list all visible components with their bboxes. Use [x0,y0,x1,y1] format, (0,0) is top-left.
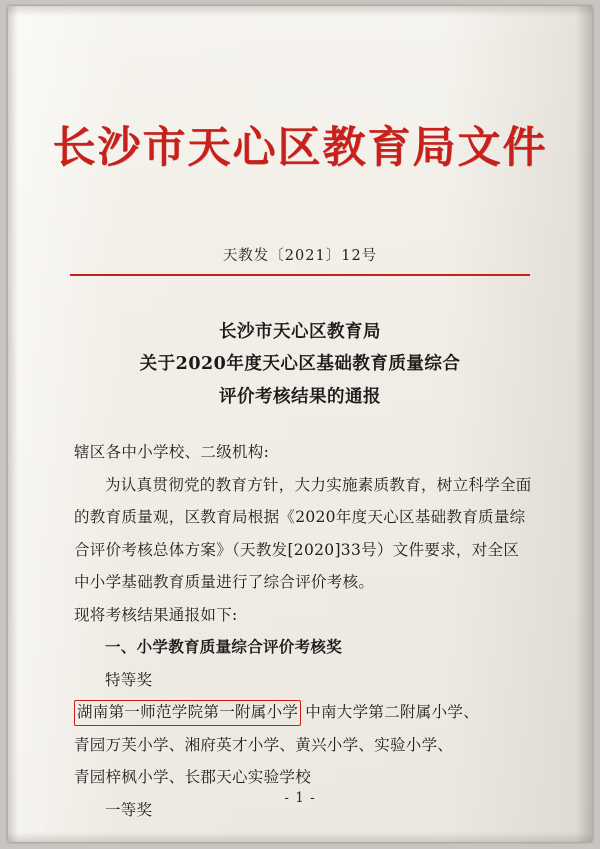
document-title-line-2: 关于2020年度天心区基础教育质量综合 [139,354,461,375]
page-number: - 1 - [284,790,316,806]
salutation: 辖区各中小学校、二级机构: [74,443,270,461]
award-list-line-3: 青园梓枫小学、长郡天心实验学校 [74,768,312,787]
award-label-special: 特等奖 [105,670,153,689]
award-label-first: 一等奖 [105,801,153,820]
award-list-line-1: 中南大学第二附属小学、 [305,703,480,722]
document-number: 天教发〔2021〕12号 [222,248,378,264]
document-body [74,436,534,827]
highlighted-school-row [74,696,534,729]
document-title-line-3: 评价考核结果的通报 [219,386,381,407]
red-divider-rule [70,274,530,276]
body-paragraph-2: 现将考核结果通报如下: [74,605,238,624]
document-masthead [8,124,592,173]
document-page [8,6,592,842]
masthead-title: 长沙市天心区教育局文件 [52,123,548,173]
document-title-block [78,316,522,413]
section-heading: 一、小学教育质量综合评价考核奖 [105,637,343,657]
document-title-line-1: 长沙市天心区教育局 [219,322,381,342]
award-list-line-2: 青园万芙小学、湘府英才小学、黄兴小学、实验小学、 [74,735,454,754]
body-paragraph-1: 为认真贯彻党的教育方针，大力实施素质教育，树立科学全面的教育质量观，区教育局根据《2020年度天心区基础教育质量综合评价考核总体方案》（天教发[2020]33号）文件要求，对全区中小学基础教育质量进行了综合评价考核。 [74,475,532,592]
document-sheet [8,6,592,842]
page-edge-shadow-bottom [8,832,592,842]
page-edge-shadow-top [8,6,592,16]
highlighted-school-box: 湖南第一师范学院第一附属小学 [74,700,301,725]
